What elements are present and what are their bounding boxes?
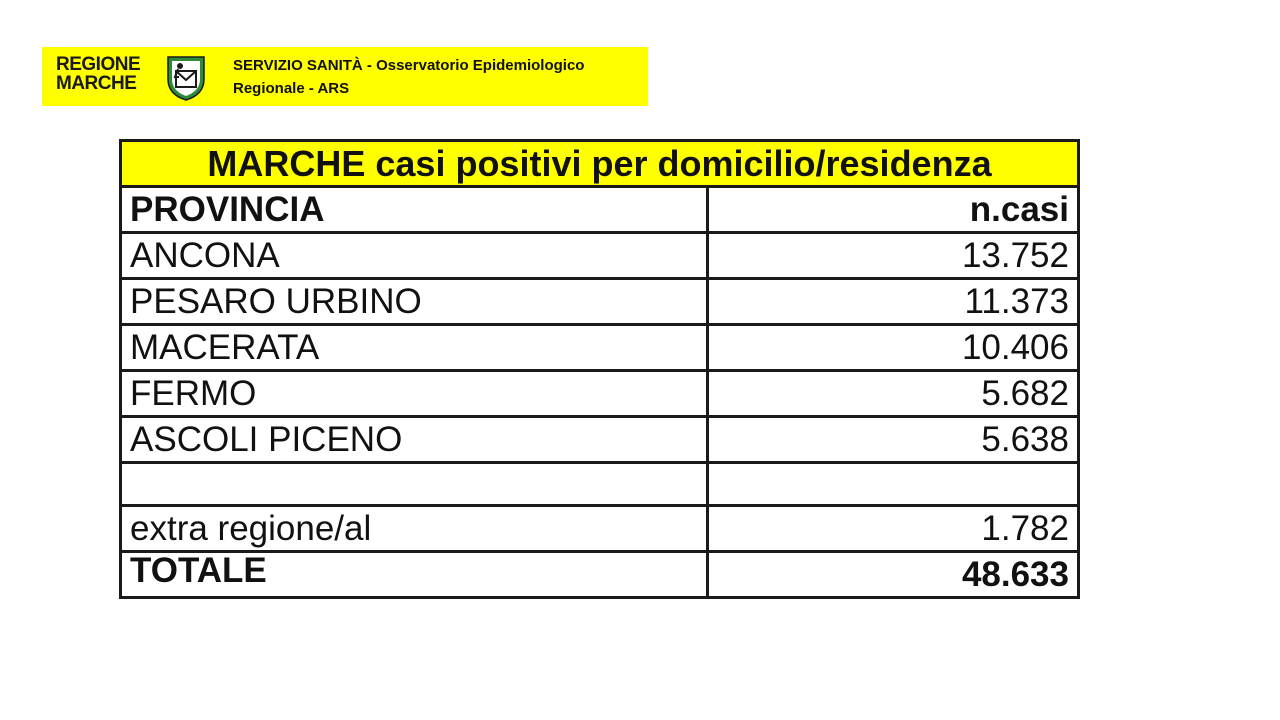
province-cell: ANCONA [121,233,708,279]
cases-cell: 1.782 [708,506,1079,552]
cases-by-province-table [119,139,1080,599]
province-cell: MACERATA [121,325,708,371]
cases-cell: 13.752 [708,233,1079,279]
logo-line-1: REGIONE [56,54,141,75]
table-row [121,371,1079,417]
service-title-line-2: Regionale - ARS [233,80,350,97]
province-cell [121,463,708,506]
column-header-cases: n.casi [708,187,1079,233]
column-header-province: PROVINCIA [121,187,708,233]
table-row-empty [121,463,1079,506]
table-row [121,417,1079,463]
header-banner [42,47,648,106]
cases-cell: 11.373 [708,279,1079,325]
total-cases: 48.633 [708,552,1079,598]
service-title-line-1: SERVIZIO SANITÀ - Osservatorio Epidemiologico [233,57,585,74]
table-row [121,325,1079,371]
region-emblem-icon [162,53,210,101]
total-label: TOTALE [121,552,708,598]
table-row [121,233,1079,279]
table-header-row [121,187,1079,233]
cases-cell: 5.682 [708,371,1079,417]
cases-cell: 5.638 [708,417,1079,463]
region-logo-text [56,55,140,93]
province-cell: extra regione/al [121,506,708,552]
cases-cell: 10.406 [708,325,1079,371]
table-total-row [121,552,1079,598]
cases-cell [708,463,1079,506]
logo-line-2: MARCHE [56,73,137,94]
table-row [121,279,1079,325]
table-row [121,506,1079,552]
province-cell: PESARO URBINO [121,279,708,325]
province-cell: ASCOLI PICENO [121,417,708,463]
table-title-row [121,141,1079,187]
province-cell: FERMO [121,371,708,417]
service-title [233,54,584,100]
table-title: MARCHE casi positivi per domicilio/residenza [121,141,1079,187]
